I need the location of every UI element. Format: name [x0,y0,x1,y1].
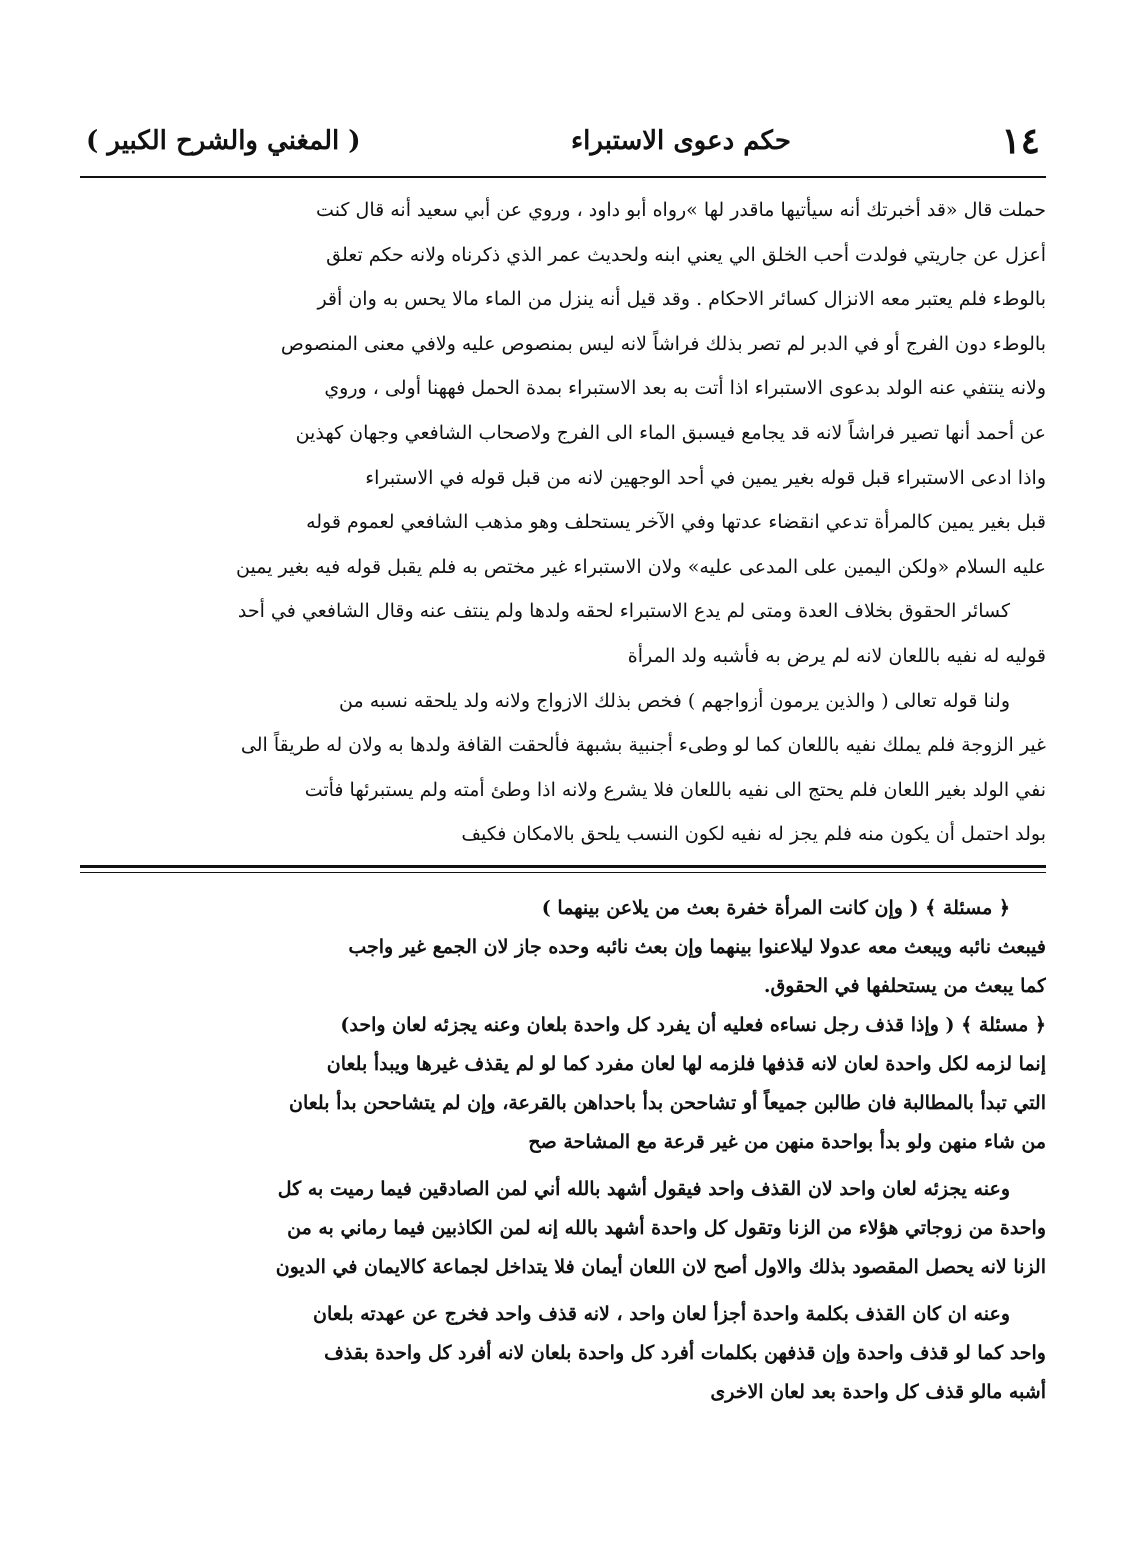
matn-line: إنما لزمه لكل واحدة لعان لانه قذفها فلزمه لها لعان مفرد كما لو لم يقذف غيرها ويبدأ بلعان [326,1052,1046,1075]
document-page [80,110,1046,1412]
commentary-line: حملت قال «قد أخبرتك أنه سيأتيها ماقدر لها »رواه أبو داود ، وروي عن أبي سعيد أنه قال كنت [316,199,1046,221]
commentary-line: ولنا قوله تعالى ( والذين يرمون أزواجهم ) فخص بذلك الازواج ولانه ولد يلحقه نسبه من [339,689,1010,712]
masala-heading [80,1006,1046,1045]
commentary-line: بولد احتمل أن يكون منه فلم يجز له نفيه لكون النسب يلحق بالامكان فكيف [461,823,1046,846]
commentary-line: غير الزوجة فلم يملك نفيه باللعان كما لو وطىء أجنبية بشبهة فألحقت القافة ولدها به ولان له طريقاً الى [240,734,1046,757]
matn-block [80,889,1046,1412]
commentary-line: عن أحمد أنها تصير فراشاً لانه قد يجامع فيسبق الماء الى الفرج ولاصحاب الشافعي وجهان كهذين [295,421,1046,444]
matn-line: وعنه يجزئه لعان واحد لان القذف واحد فيقول أشهد بالله أني لمن الصادقين فيما رميت به كل [277,1177,1010,1200]
header-rule [80,176,1046,178]
matn-line: واحدة من زوجاتي هؤلاء من الزنا وتقول كل واحدة أشهد بالله إنه لمن الكاذبين فيما رماني به من [287,1216,1046,1239]
masala-heading [80,889,1046,928]
matn-line: التي تبدأ بالمطالبة فان طالبن جميعاً أو تشاححن بدأ باحداهن بالقرعة، وإن لم يتشاححن بدأ بلعان [289,1091,1046,1114]
commentary-line: واذا ادعى الاستبراء قبل قوله بغير يمين في أحد الوجهين لانه من قبل قوله في الاستبراء [365,466,1046,489]
commentary-line: كسائر الحقوق بخلاف العدة ومتى لم يدع الاستبراء لحقه ولدها ولم ينتف عنه وقال الشافعي في أحد [237,600,1010,623]
matn-line: من شاء منهن ولو بدأ بواحدة منهن من غير قرعة مع المشاحة صح [528,1130,1046,1153]
commentary-line: ولانه ينتفي عنه الولد بدعوى الاستبراء اذا أتت به بعد الاستبراء بمدة الحمل فههنا أولى ، وروي [324,377,1046,400]
paragraph-gap [80,1287,1046,1295]
masala-label: ﴿ مسئلة ﴾ [961,1013,1046,1036]
paragraph-gap [80,1162,1046,1170]
commentary-line: عليه السلام «ولكن اليمين على المدعى عليه» ولان الاستبراء غير مختص به فلم يقبل قوله فيه بغير يمين [236,555,1046,578]
commentary-line: أعزل عن جاريتي فولدت أحب الخلق الي يعني ابنه ولحديث عمر الذي ذكرناه ولانه حكم تعلق [326,243,1046,266]
section-divider-thin [80,872,1046,873]
masala-label: ﴿ مسئلة ﴾ [925,896,1010,919]
commentary-line: نفي الولد بغير اللعان فلم يحتج الى نفيه باللعان فلا يشرع ولانه اذا وطئ أمته ولم يستبرئها فأتت [304,778,1046,801]
commentary-block [80,188,1046,857]
matn-line: فيبعث نائبه ويبعث معه عدولا ليلاعنوا بينهما وإن بعث نائبه وحده جاز لان الجمع غير واجب [348,935,1046,958]
matn-line: كما يبعث من يستحلفها في الحقوق. [763,974,1046,997]
running-head [80,110,1046,172]
masala-text: ( وإن كانت المرأة خفرة بعث من يلاعن بينهما ) [541,896,919,919]
matn-line: واحد كما لو قذف واحدة وإن قذفهن بكلمات أفرد كل واحدة بلعان لانه أفرد كل واحدة بقذف [324,1341,1046,1364]
commentary-line: بالوطء فلم يعتبر معه الانزال كسائر الاحكام . وقد قيل أنه ينزل من الماء مالا يحس به وان أقر [317,288,1046,311]
section-title: حكم دعوى الاستبراء [570,126,791,156]
matn-line: أشبه مالو قذف كل واحدة بعد لعان الاخرى [710,1380,1046,1403]
matn-line: الزنا لانه يحصل المقصود بذلك والاول أصح لان اللعان أيمان فلا يتداخل لجماعة كالايمان في الديون [275,1255,1046,1278]
matn-line: وعنه ان كان القذف بكلمة واحدة أجزأ لعان واحد ، لانه قذف واحد فخرج عن عهدته بلعان [313,1302,1010,1325]
masala-text: ( وإذا قذف رجل نساءه فعليه أن يفرد كل واحدة بلعان وعنه يجزئه لعان واحد) [340,1013,955,1036]
commentary-line: قبل بغير يمين كالمرأة تدعي انقضاء عدتها وفي الآخر يستحلف وهو مذهب الشافعي لعموم قوله [306,511,1046,534]
book-title: ( المغني والشرح الكبير ) [86,126,361,156]
page-number: ١٤ [1001,120,1040,162]
section-divider [80,865,1046,873]
commentary-line: قوليه له نفيه باللعان لانه لم يرض به فأشبه ولد المرأة [627,644,1046,667]
commentary-line: بالوطء دون الفرج أو في الدبر لم تصر بذلك فراشاً لانه ليس بمنصوص عليه ولافي معنى المنصوص [280,332,1046,355]
